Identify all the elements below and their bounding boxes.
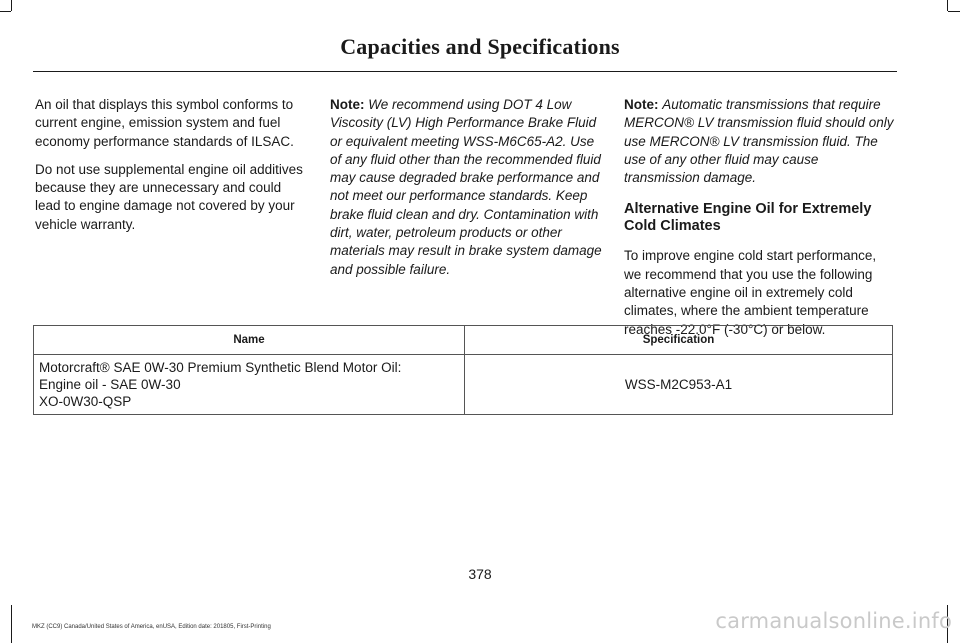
note-label: Note: [330,97,365,112]
crop-mark [0,11,11,12]
paragraph-ilsac: An oil that displays this symbol conforms to current engine, emission system and fuel economy performance standards of ILSAC. [35,97,294,149]
name-line: Engine oil - SAE 0W-30 [39,377,181,392]
specification-cell: WSS-M2C953-A1 [465,355,893,415]
page-number: 378 [468,566,492,582]
table-header-row [34,326,893,355]
crop-mark [947,0,948,11]
spec-table [33,325,893,415]
paragraph-cold-climate: To improve engine cold start performance, we recommend that you use the following alternative engine oil in extremely cold climates, where the ambient temperature reaches -22.0°F (-30°C) or below. [624,248,877,337]
page-title: Capacities and Specifications [340,34,620,59]
section-heading: Alternative Engine Oil for Extremely Cold Climates [624,201,872,235]
name-line: Motorcraft® SAE 0W-30 Premium Synthetic Blend Motor Oil: [39,360,402,375]
name-cell [34,355,465,415]
note-brake-fluid [330,96,602,279]
column-3 [624,96,896,349]
column-header-specification: Specification [465,326,893,355]
edition-footer: MKZ (CC9) Canada/United States of America, enUSA, Edition date: 201805, First-Printing [32,624,271,630]
table-row [34,355,893,415]
column-2 [330,96,602,289]
note-text: We recommend using DOT 4 Low Viscosity (LV) High Performance Brake Fluid or equivalent meeting WSS-M6C65-A2. Use of any fluid other than the recommended fluid may cause degraded brake performance and not meet our performance standards. Keep brake fluid clean and dry. Contamination with dirt, water, petroleum products or other materials may result in brake system damage and possible failure. [330,97,602,277]
name-line: XO-0W30-QSP [39,394,132,409]
watermark-text: carmanualsonline.info [715,609,952,633]
column-1 [35,96,307,244]
note-text: Automatic transmissions that require MERCON® LV transmission fluid should only use MERCON® LV transmission fluid. The use of any other fluid may cause transmission damage. [624,97,894,186]
crop-mark [11,0,12,11]
header-rule [33,71,897,72]
crop-mark [948,11,960,12]
note-transmission [624,96,896,187]
paragraph-additives: Do not use supplemental engine oil additives because they are unnecessary and could lead to engine damage not covered by your vehicle warranty. [35,161,303,232]
crop-mark [11,605,12,643]
column-header-name: Name [34,326,465,355]
note-label: Note: [624,97,659,112]
